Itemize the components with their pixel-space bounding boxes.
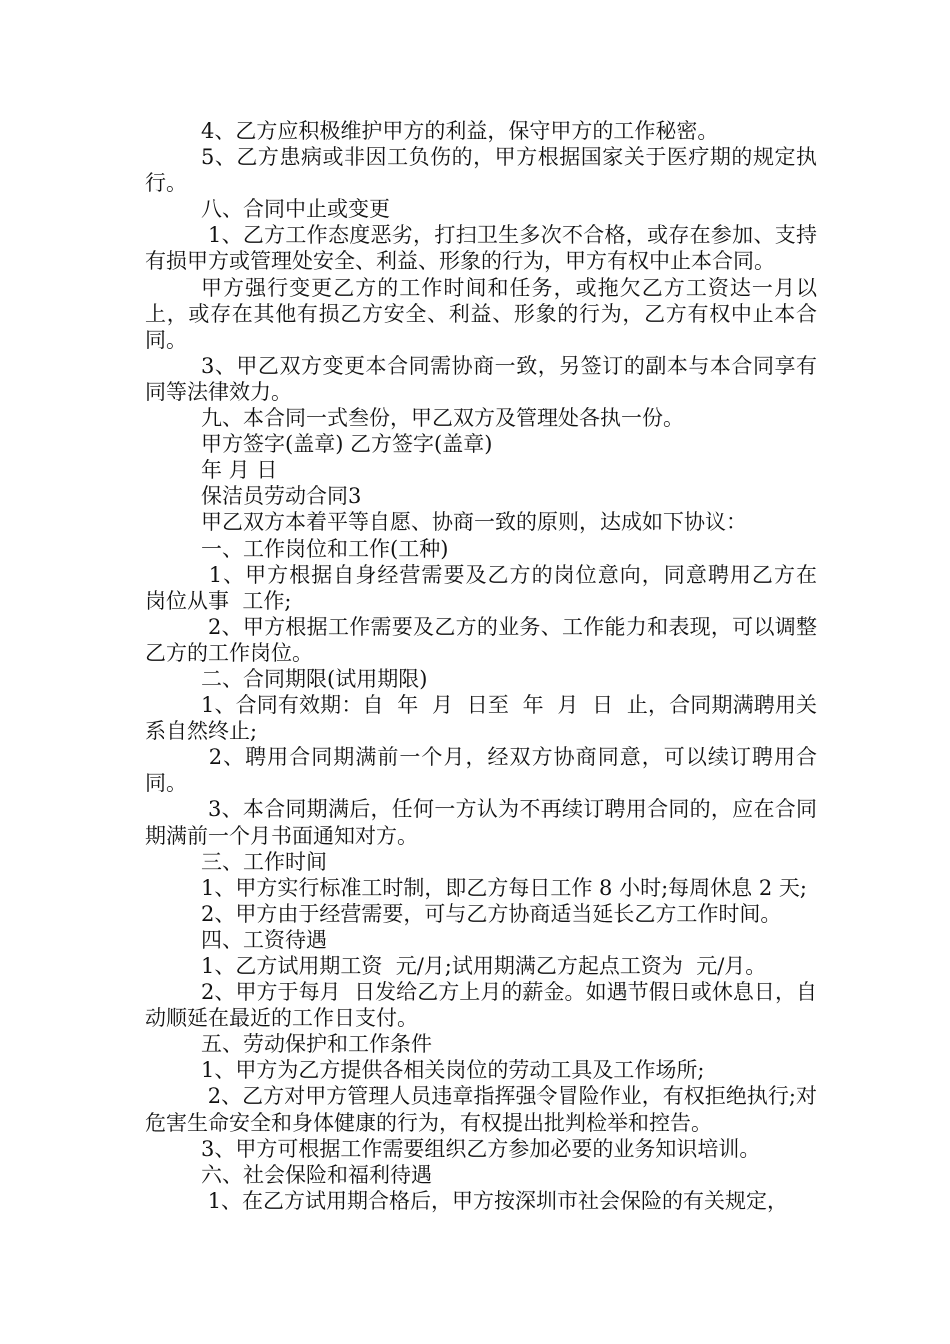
paragraph: 1、甲方为乙方提供各相关岗位的劳动工具及工作场所; (201, 1058, 705, 1083)
paragraph: 甲乙双方本着平等自愿、协商一致的原则，达成如下协议： (201, 510, 747, 535)
paragraph: 4、乙方应积极维护甲方的利益，保守甲方的工作秘密。 (201, 119, 719, 143)
contract-text (145, 118, 831, 1214)
section-heading: 一、工作岗位和工作(工种) (201, 536, 449, 561)
paragraph: 甲方强行变更乙方的工作时间和任务，或拖欠乙方工资达一月以上，或存在其他有损乙方安全、利益、形象的行为，乙方有权中止本合同。 (145, 275, 817, 352)
section-heading: 六、社会保险和福利待遇 (201, 1162, 432, 1187)
signature-line: 甲方签字(盖章) 乙方签字(盖章) (201, 432, 493, 457)
paragraph: 1、在乙方试用期合格后，甲方按深圳市社会保险的有关规定， (201, 1188, 789, 1213)
paragraph: 2、甲方由于经营需要，可与乙方协商适当延长乙方工作时间。 (201, 901, 782, 926)
section-heading: 三、工作时间 (201, 849, 327, 874)
paragraph: 2、甲方于每月 日发给乙方上月的薪金。如遇节假日或休息日，自动顺延在最近的工作日支付。 (145, 980, 817, 1031)
paragraph: 1、乙方试用期工资 元/月;试用期满乙方起点工资为 元/月。 (201, 954, 767, 978)
section-heading: 五、劳动保护和工作条件 (201, 1032, 432, 1057)
paragraph: 3、本合同期满后，任何一方认为不再续订聘用合同的，应在合同期满前一个月书面通知对方。 (145, 797, 817, 848)
paragraph: 3、甲方可根据工作需要组织乙方参加必要的业务知识培训。 (201, 1136, 761, 1161)
paragraph: 2、甲方根据工作需要及乙方的业务、工作能力和表现，可以调整乙方的工作岗位。 (145, 614, 817, 665)
paragraph: 2、乙方对甲方管理人员违章指挥强令冒险作业，有权拒绝执行;对危害生命安全和身体健康的行为，有权提出批判检举和控告。 (145, 1084, 817, 1135)
section-heading: 二、合同期限(试用期限) (201, 666, 428, 691)
paragraph: 1、乙方工作态度恶劣，打扫卫生多次不合格，或存在参加、支持有损甲方或管理处安全、利益、形象的行为，甲方有权中止本合同。 (145, 223, 817, 274)
document-title: 保洁员劳动合同3 (201, 484, 362, 509)
paragraph: 1、甲方根据自身经营需要及乙方的岗位意向，同意聘用乙方在 岗位从事 工作; (145, 562, 831, 613)
section-heading: 四、工资待遇 (201, 927, 327, 952)
paragraph: 2、聘用合同期满前一个月，经双方协商同意，可以续订聘用合同。 (145, 745, 817, 796)
paragraph: 1、合同有效期：自 年 月 日至 年 月 日 止，合同期满聘用关系自然终止; (145, 693, 817, 744)
paragraph: 1、甲方实行标准工时制，即乙方每日工作 8 小时;每周休息 2 天; (201, 875, 807, 900)
paragraph: 5、乙方患病或非因工负伤的，甲方根据国家关于医疗期的规定执行。 (145, 145, 817, 196)
paragraph: 3、甲乙双方变更本合同需协商一致，另签订的副本与本合同享有同等法律效力。 (145, 353, 817, 404)
date-line: 年 月 日 (201, 458, 278, 483)
paragraph: 九、本合同一式叁份，甲乙双方及管理处各执一份。 (201, 406, 684, 431)
section-heading: 八、合同中止或变更 (201, 197, 390, 222)
